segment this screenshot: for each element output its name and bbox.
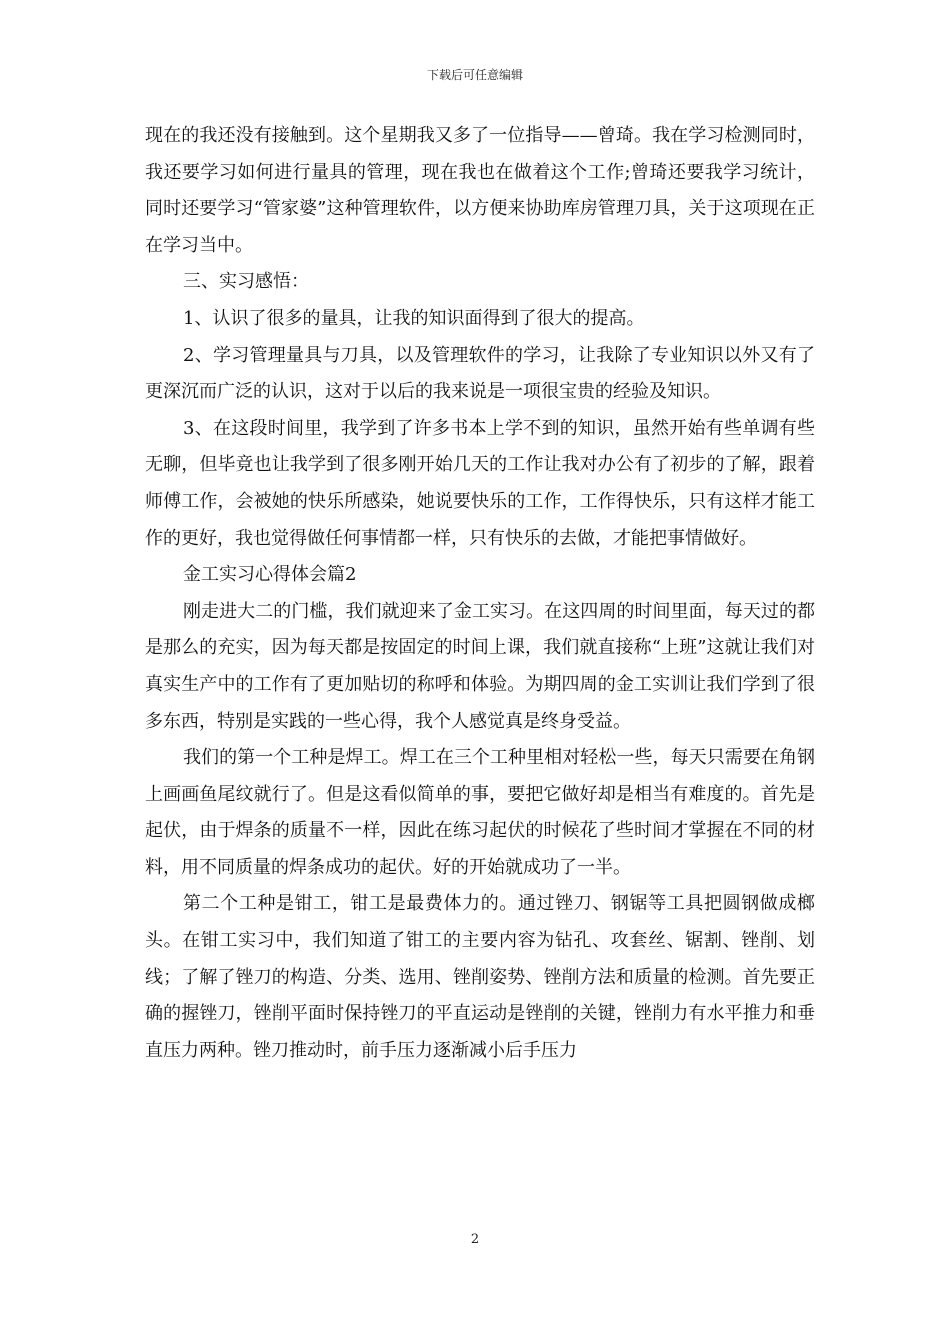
section-heading-internship-reflections: 三、实习感悟： xyxy=(183,271,309,293)
document-body xyxy=(145,118,815,1069)
paragraph-point-2: 2、学习管理量具与刀具，以及管理软件的学习，让我除了专业知识以外又有了更深沉而广泛的认识，这对于以后的我来说是一项很宝贵的经验及知识。 xyxy=(145,344,815,403)
paragraph-intro: 刚走进大二的门槛，我们就迎来了金工实习。在这四周的时间里面，每天过的都是那么的充实，因为每天都是按固定的时间上课，我们就直接称“上班”这就让我们对真实生产中的工作有了更加贴切的称呼和体验。为期四周的金工实训让我们学到了很多东西，特别是实践的一些心得，我个人感觉真是终身受益。 xyxy=(145,600,815,732)
paragraph-welding: 我们的第一个工种是焊工。焊工在三个工种里相对轻松一些，每天只需要在角钢上画画鱼尾纹就行了。但是这看似简单的事，要把它做好却是相当有难度的。首先是起伏，由于焊条的质量不一样，因此在练习起伏的时候花了些时间才掌握在不同的材料，用不同质量的焊条成功的起伏。好的开始就成功了一半。 xyxy=(145,747,815,878)
paragraph-point-1: 1、认识了很多的量具，让我的知识面得到了很大的提高。 xyxy=(183,307,645,329)
paragraph-fitter: 第二个工种是钳工，钳工是最费体力的。通过锉刀、钢锯等工具把圆钢做成榔头。在钳工实习中，我们知道了钳工的主要内容为钻孔、攻套丝、锯割、锉削、划线；了解了锉刀的构造、分类、选用、锉削姿势、锉削方法和质量的检测。首先要正确的握锉刀，锉削平面时保持锉刀的平直运动是锉削的关键，锉削力有水平推力和垂直压力两种。锉刀推动时，前手压力逐渐减小后手压力 xyxy=(145,893,815,1061)
article-title-part-2: 金工实习心得体会篇2 xyxy=(183,564,357,586)
page-header: 下载后可任意编辑 xyxy=(426,68,523,82)
page-number: 2 xyxy=(470,1232,480,1247)
paragraph-point-3: 3、在这段时间里，我学到了许多书本上学不到的知识，虽然开始有些单调有些无聊，但毕竟也让我学到了很多刚开始几天的工作让我对办公有了初步的了解，跟着师傅工作，会被她的快乐所感染，她说要快乐的工作，工作得快乐，只有这样才能工作的更好，我也觉得做任何事情都一样，只有快乐的去做，才能把事情做好。 xyxy=(145,417,815,549)
paragraph-continuation: 现在的我还没有接触到。这个星期我又多了一位指导——曾琦。我在学习检测同时，我还要学习如何进行量具的管理，现在我也在做着这个工作;曾琦还要我学习统计，同时还要学习“管家婆”这种管理软件，以方便来协助库房管理刀具，关于这项现在正在学习当中。 xyxy=(145,125,815,256)
